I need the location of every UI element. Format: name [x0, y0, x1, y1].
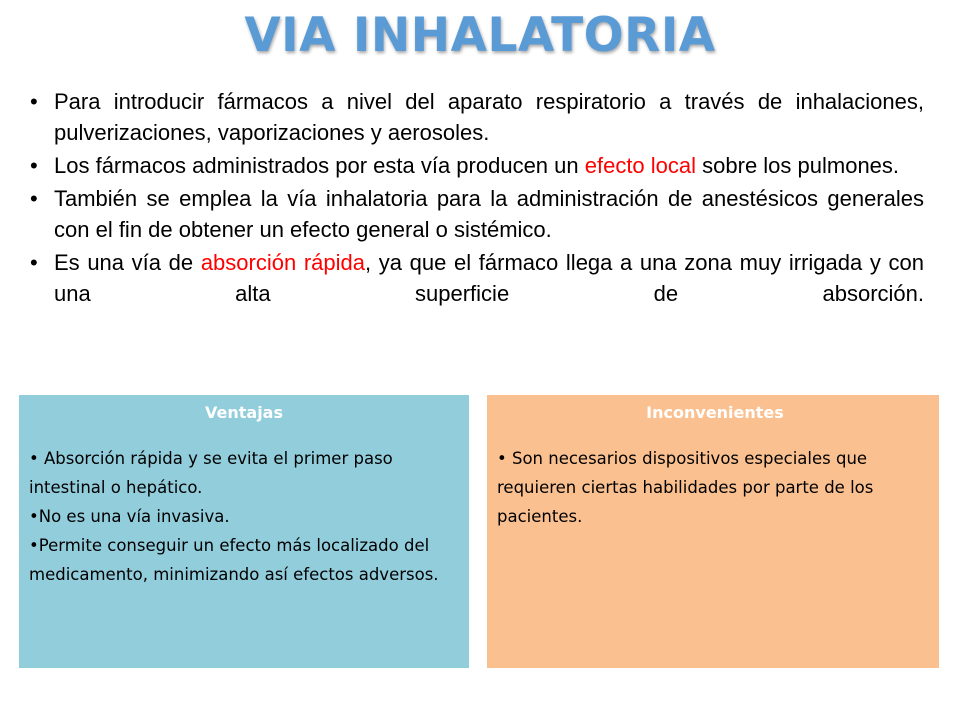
- bullet-text: Para introducir fármacos a nivel del aparato respiratorio a través de inhalaciones, pulverizaciones, vaporizaciones y aerosoles.: [54, 89, 924, 145]
- inconvenientes-box: [487, 395, 939, 668]
- ventajas-box: [19, 395, 469, 668]
- inconvenientes-heading: Inconvenientes: [646, 403, 784, 422]
- ventajas-list: [29, 444, 459, 589]
- bullet-dot: •: [30, 250, 38, 275]
- bullet-item: [30, 247, 924, 309]
- slide-title: VIA INHALATORIA: [244, 8, 716, 63]
- bullet-highlight: absorción rápida: [200, 250, 366, 275]
- main-bullet-list: [30, 86, 924, 311]
- bullet-dot: •: [30, 89, 38, 114]
- inconvenientes-list: [497, 444, 929, 531]
- bullet-highlight: efecto local: [584, 153, 697, 178]
- inconvenientes-item: • Son necesarios dispositivos especiales que requieren ciertas habilidades por parte de los pacientes.: [497, 449, 874, 526]
- bullet-item: [30, 150, 924, 181]
- bullet-dot: •: [30, 186, 38, 211]
- bullet-text: Los fármacos administrados por esta vía producen un: [54, 153, 585, 178]
- bullet-text: También se emplea la vía inhalatoria para la administración de anestésicos generales con el fin de obtener un efecto general o sistémico.: [54, 186, 924, 242]
- ventajas-item: •No es una vía invasiva.: [29, 507, 230, 526]
- bullet-text: sobre los pulmones.: [696, 153, 900, 178]
- bullet-dot: •: [30, 153, 38, 178]
- bullet-item: [30, 86, 924, 148]
- bullet-text: , ya que el fármaco llega a una zona muy irrigada y con una alta superficie de absorción.: [54, 250, 924, 306]
- ventajas-item: • Absorción rápida y se evita el primer paso intestinal o hepático.: [29, 449, 393, 497]
- bullet-text: Es una vía de: [54, 250, 201, 275]
- ventajas-heading: Ventajas: [205, 403, 283, 422]
- ventajas-item: •Permite conseguir un efecto más localizado del medicamento, minimizando así efectos adversos.: [29, 536, 439, 584]
- bullet-item: [30, 183, 924, 245]
